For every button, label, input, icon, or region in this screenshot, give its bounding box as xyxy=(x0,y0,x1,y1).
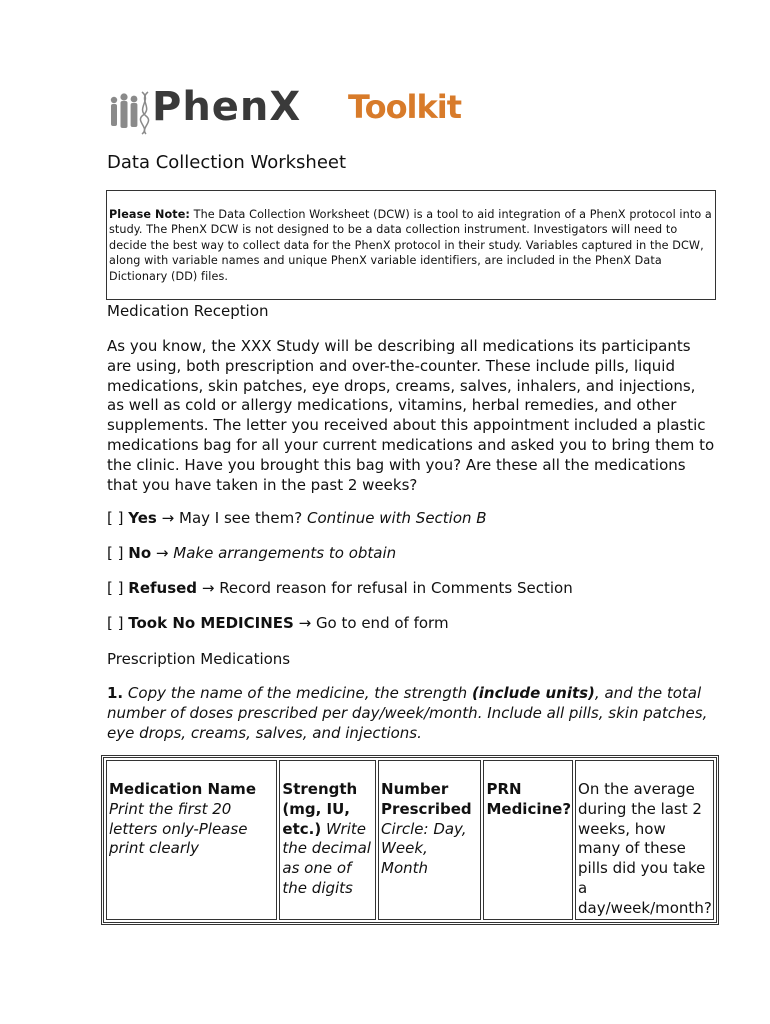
people-dna-icon xyxy=(106,90,154,136)
option-no xyxy=(107,544,396,562)
option-label: Took No MEDICINES xyxy=(128,614,294,632)
arrow-right-icon: → xyxy=(161,509,175,527)
checkbox[interactable]: [ ] xyxy=(107,509,124,527)
header-bold: Number Prescribed xyxy=(381,780,472,818)
option-text: May I see them? xyxy=(179,509,303,527)
arrow-right-icon: → xyxy=(155,544,169,562)
phenx-toolkit-logo xyxy=(106,86,466,138)
checkbox[interactable]: [ ] xyxy=(107,579,124,597)
checkbox[interactable]: [ ] xyxy=(107,544,124,562)
header-average-doses xyxy=(575,760,714,920)
header-bold: Strength (mg, IU, etc.) xyxy=(282,780,358,838)
header-plain: On the average during the last 2 weeks, how many of these pills did you take a day/week/month? xyxy=(578,780,712,917)
option-text: Go to end of form xyxy=(315,614,449,632)
option-refused xyxy=(107,579,573,597)
option-label: Yes xyxy=(128,509,157,527)
note-label: Please Note: xyxy=(109,208,190,221)
header-number-prescribed xyxy=(378,760,481,920)
header-strength xyxy=(279,760,376,920)
question-text-part2: , and the total number of doses prescribed per day/week/month. Include all pills, skin patches, eye drops, creams, salves, and injections. xyxy=(107,684,708,742)
intro-paragraph: As you know, the XXX Study will be describing all medications its participants are using, both prescription and over-the-counter. These include pills, liquid medications, skin patches, eye drops, creams, salves, inhalers, and injections, as well as cold or allergy medications, vitamins, herbal remedies, and other supplements. The letter you received about this appointment included a plastic medications bag for all your current medications and asked you to bring them to the clinic. Have you brought this bag with you? Are these all the medications that you have taken in the past 2 weeks? xyxy=(107,337,715,494)
question-text-part1: Copy the name of the medicine, the strength xyxy=(127,684,468,702)
note-text: The Data Collection Worksheet (DCW) is a tool to aid integration of a PhenX protocol into a study. The PhenX DCW is not designed to be a data collection instrument. Investigators will need to decide the best way to collect data for the PhenX protocol in their study. Variables captured in the DCW, along with variable names and unique PhenX variable identifiers, are included in the PhenX Data Dictionary (DD) files. xyxy=(109,208,712,283)
question-number: 1. xyxy=(107,684,124,702)
question-1 xyxy=(107,684,719,743)
header-italic: Circle: Day, Week, Month xyxy=(381,819,467,878)
option-instruction: Continue with Section B xyxy=(306,509,487,527)
arrow-right-icon: → xyxy=(201,579,215,597)
question-units-note: (include units) xyxy=(471,684,595,702)
option-label: Refused xyxy=(128,579,198,597)
arrow-right-icon: → xyxy=(298,614,312,632)
header-bold: PRN Medicine? xyxy=(486,780,572,818)
table-header-row xyxy=(106,760,714,920)
section-title-medication-reception: Medication Reception xyxy=(107,302,269,320)
page-title: Data Collection Worksheet xyxy=(107,152,347,173)
brand-toolkit: Toolkit xyxy=(348,88,462,126)
header-medication-name xyxy=(106,760,277,920)
option-took-no-medicines xyxy=(107,614,449,632)
brand-name: PhenX xyxy=(152,84,302,130)
medications-table xyxy=(103,757,717,923)
header-bold: Medication Name xyxy=(109,780,256,798)
option-yes xyxy=(107,509,487,527)
option-instruction: Make arrangements to obtain xyxy=(173,544,397,562)
header-prn-medicine xyxy=(483,760,573,920)
header-italic: Print the first 20 letters only-Please print clearly xyxy=(109,799,248,858)
option-text: Record reason for refusal in Comments Section xyxy=(219,579,573,597)
header-italic: Write the decimal as one of the digits xyxy=(282,819,371,897)
please-note-box xyxy=(106,190,716,300)
section-title-prescription-medications: Prescription Medications xyxy=(107,650,291,668)
checkbox[interactable]: [ ] xyxy=(107,614,124,632)
option-label: No xyxy=(128,544,152,562)
